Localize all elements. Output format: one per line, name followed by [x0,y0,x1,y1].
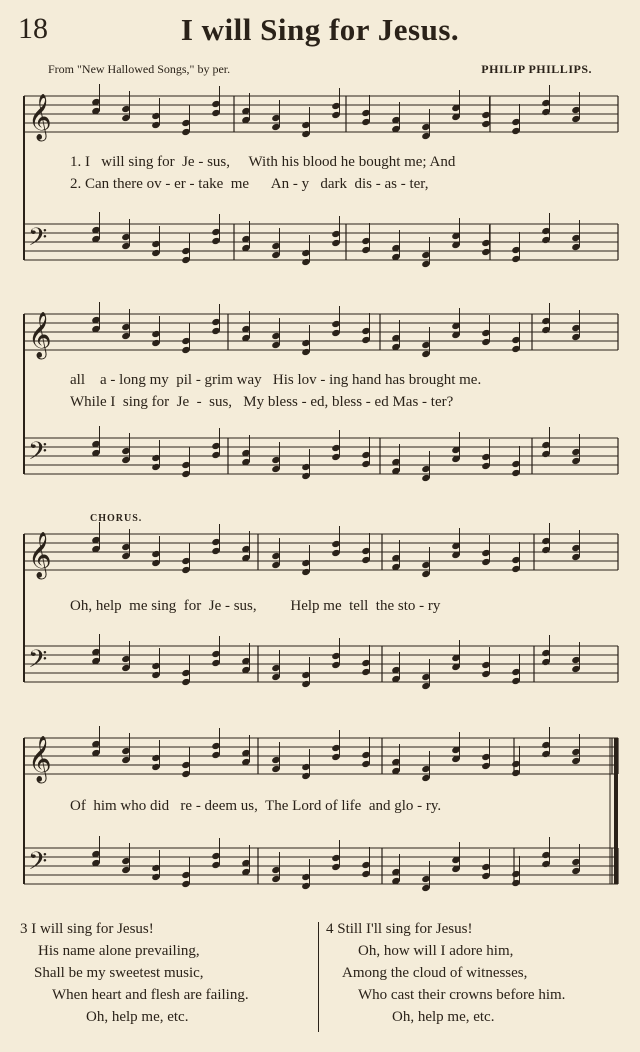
verse-3-line: 3 I will sing for Jesus! [20,921,154,937]
bass-clef-icon: 𝄢 [28,645,48,680]
treble-clef-icon: 𝄞 [28,312,52,358]
bass-clef-icon: 𝄢 [28,847,48,882]
verse-4-line: Oh, help me, etc. [392,1009,495,1025]
verse-4-line: Among the cloud of witnesses, [342,965,528,981]
lyric-system4: Of him who did re - deem us, The Lord of life and glo - ry. [70,798,442,814]
bass-clef-icon: 𝄢 [28,437,48,472]
verse-3-line: His name alone prevailing, [38,943,200,959]
treble-clef-icon: 𝄞 [28,736,52,782]
lyric-system2-verse2: While I sing for Je - sus, My bless - ed, bless - ed Mas - ter? [70,394,454,410]
lyric-system3: Oh, help me sing for Je - sus, Help me tell the sto - ry [70,598,441,614]
verse-3-line: Oh, help me, etc. [86,1009,189,1025]
verse-divider [318,922,319,1032]
page-number: 18 [18,12,48,45]
verse-3-line: When heart and flesh are failing. [52,987,249,1003]
treble-clef-icon: 𝄞 [28,94,52,140]
verse-3-line: Shall be my sweetest music, [34,965,204,981]
composer-credit: PHILIP PHILLIPS. [481,62,592,76]
verse-3 [20,918,249,1028]
lyric-system2-verse1: all a - long my pil - grim way His lov - ing hand has brought me. [70,372,482,388]
bass-clef-icon: 𝄢 [28,223,48,258]
verse-4-line: 4 Still I'll sing for Jesus! [326,921,473,937]
chorus-label: CHORUS. [90,513,143,524]
verse-4 [326,918,565,1028]
verse-4-line: Oh, how will I adore him, [358,943,514,959]
lyric-system1-verse2: 2. Can there ov - er - take me An - y dark dis - as - ter, [70,176,429,192]
source-credit: From "New Hallowed Songs," by per. [48,62,231,76]
treble-clef-icon: 𝄞 [28,532,52,578]
verse-4-line: Who cast their crowns before him. [358,987,566,1003]
lyric-system1-verse1: 1. I will sing for Je - sus, With his blood he bought me; And [70,154,456,170]
hymn-title: I will Sing for Jesus. [180,12,460,47]
